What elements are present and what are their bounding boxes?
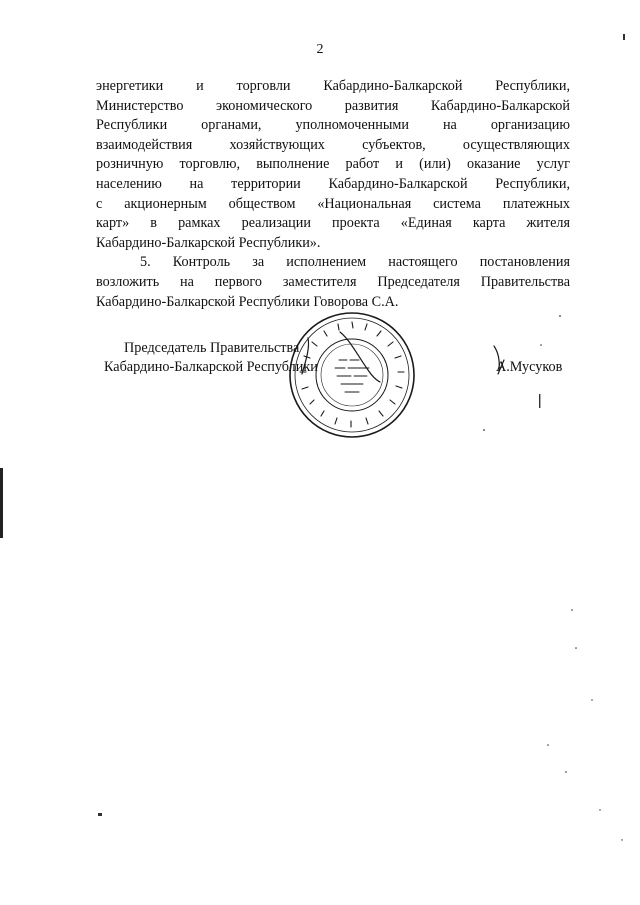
text-line: возложить на первого заместителя Председателя Правительства	[96, 273, 570, 290]
paragraph-control-clause	[96, 253, 570, 312]
signatory-title-line1: Председатель Правительства	[124, 340, 300, 356]
text-line: энергетики и торговли Кабардино-Балкарской Республики,	[96, 78, 570, 94]
signatory-name: А.Мусуков	[496, 359, 563, 375]
text-line: розничную торговлю, выполнение работ и (или) оказание услуг	[96, 156, 570, 173]
page-number: 2	[316, 42, 324, 57]
signatory-title-line2: Кабардино-Балкарской Республики	[104, 359, 318, 375]
paragraph-continuation	[96, 77, 570, 253]
text-line: 5. Контроль за исполнением настоящего постановления	[140, 254, 570, 271]
text-line: Кабардино-Балкарской Республики».	[96, 234, 321, 251]
scan-edge-mark	[0, 468, 3, 538]
text-line: Кабардино-Балкарской Республики Говорова С.А.	[96, 293, 399, 310]
text-line: карт» в рамках реализации проекта «Единая карта жителя	[96, 215, 570, 232]
document-body	[96, 77, 570, 312]
text-line: населению на территории Кабардино-Балкарской Республики,	[96, 175, 570, 192]
text-line: взаимодействия хозяйствующих субъектов, осуществляющих	[96, 136, 570, 153]
text-line: с акционерным обществом «Национальная система платежных	[96, 195, 570, 212]
text-line: Министерство экономического развития Кабардино-Балкарской	[96, 97, 570, 114]
text-line: Республики органами, уполномоченными на организацию	[96, 117, 570, 134]
